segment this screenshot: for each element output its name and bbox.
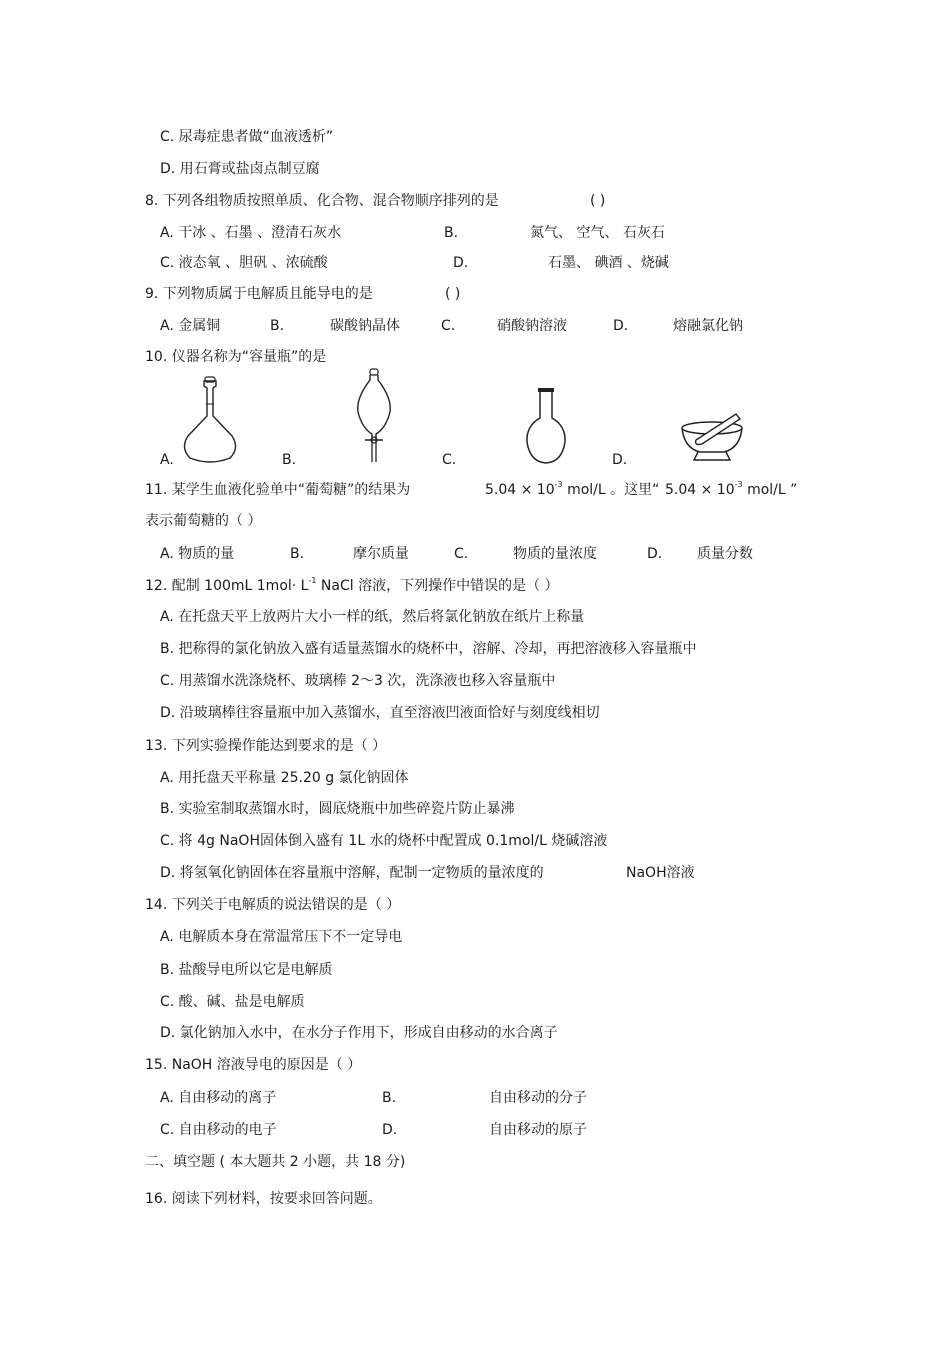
q9-option-b-label: B.	[270, 318, 285, 334]
separatory-funnel-image	[352, 368, 396, 466]
q9-answer-paren: ( )	[445, 286, 461, 302]
section-2-heading: 二、填空题 ( 本大题共 2 小题，共 18 分)	[145, 1154, 406, 1170]
q10-option-d: D.	[612, 452, 628, 468]
q11-option-a: A. 物质的量	[160, 546, 235, 562]
q15-option-d-label: D.	[382, 1122, 398, 1138]
q11-stem-text: 11. 某学生血液化验单中“葡萄糖”的结果为	[145, 482, 411, 498]
q10-option-c: C.	[442, 452, 457, 468]
q11-value-2	[665, 481, 797, 501]
q11-value-1-unit: mol/L 。这里“	[567, 482, 660, 498]
q16-stem: 16. 阅读下列材料，按要求回答问题。	[145, 1191, 382, 1207]
q15-option-a: A. 自由移动的离子	[160, 1090, 277, 1106]
q8-answer-paren: ( )	[590, 193, 606, 209]
q8-stem: 8. 下列各组物质按照单质、化合物、混合物顺序排列的是	[145, 193, 499, 209]
q13-stem: 13. 下列实验操作能达到要求的是（ ）	[145, 738, 387, 754]
q8-option-c: C. 液态氧 、胆矾 、浓硫酸	[160, 255, 328, 271]
q12-stem-part-2: · L	[291, 578, 309, 594]
q11-value-2-unit: mol/L ”	[747, 482, 798, 498]
q14-option-d: D. 氯化钠加入水中，在水分子作用下，形成自由移动的水合离子	[160, 1025, 558, 1041]
q10-option-b: B.	[282, 452, 297, 468]
q15-option-b-label: B.	[382, 1090, 397, 1106]
q12-option-c: C. 用蒸馏水洗涤烧杯、玻璃棒 2～3 次，洗涤液也移入容量瓶中	[160, 673, 556, 689]
q14-option-c: C. 酸、碱、盐是电解质	[160, 994, 305, 1010]
q12-option-d: D. 沿玻璃棒往容量瓶中加入蒸馏水，直至溶液凹液面恰好与刻度线相切	[160, 705, 600, 721]
q12-stem	[145, 577, 559, 597]
q7-option-c: C. 尿毒症患者做“血液透析”	[160, 129, 334, 145]
q13-option-d-tail: NaOH溶液	[626, 865, 695, 881]
q11-value-1-mantissa: 5.04 × 10	[485, 482, 555, 498]
q11-option-d: 质量分数	[697, 546, 753, 562]
q13-option-c: C. 将 4g NaOH固体倒入盛有 1L 水的烧杯中配置成 0.1mol/L 烧碱溶液	[160, 833, 608, 849]
q12-stem-part-1: 12. 配制 100mL 1mol	[145, 578, 292, 594]
q14-option-a: A. 电解质本身在常温常压下不一定导电	[160, 929, 403, 945]
q15-option-c: C. 自由移动的电子	[160, 1122, 277, 1138]
q11-option-b: 摩尔质量	[353, 546, 409, 562]
q11-value-2-exponent: -3	[734, 480, 743, 489]
q8-option-d-label: D.	[453, 255, 469, 271]
q10-stem: 10. 仪器名称为“容量瓶”的是	[145, 349, 327, 365]
q11-option-c: 物质的量浓度	[513, 546, 597, 562]
q9-option-d-label: D.	[613, 318, 629, 334]
q14-option-b: B. 盐酸导电所以它是电解质	[160, 962, 333, 978]
q13-option-b: B. 实验室制取蒸馏水时，圆底烧瓶中加些碎瓷片防止暴沸	[160, 801, 515, 817]
q9-option-d: 熔融氯化钠	[673, 318, 743, 334]
q15-stem: 15. NaOH 溶液导电的原因是（ ）	[145, 1057, 362, 1073]
q9-option-b: 碳酸钠晶体	[330, 318, 400, 334]
q11-option-b-label: B.	[290, 546, 305, 562]
q8-option-d: 石墨、 碘酒 、烧碱	[548, 255, 669, 271]
q12-exponent: -1	[308, 576, 317, 585]
q9-stem: 9. 下列物质属于电解质且能导电的是	[145, 286, 373, 302]
q8-option-a: A. 干冰 、石墨 、澄清石灰水	[160, 225, 342, 241]
q12-option-a: A. 在托盘天平上放两片大小一样的纸，然后将氯化钠放在纸片上称量	[160, 609, 585, 625]
q13-option-a: A. 用托盘天平称量 25.20 g 氯化钠固体	[160, 770, 409, 786]
mortar-and-pestle-image	[678, 412, 750, 466]
q15-option-b: 自由移动的分子	[489, 1090, 587, 1106]
q11-value-2-mantissa: 5.04 × 10	[665, 482, 735, 498]
q11-option-c-label: C.	[454, 546, 469, 562]
q10-option-a: A.	[160, 452, 174, 468]
q8-option-b: 氮气、 空气、 石灰石	[530, 225, 665, 241]
q15-option-d: 自由移动的原子	[489, 1122, 587, 1138]
q9-option-c-label: C.	[441, 318, 456, 334]
q11-value-1-exponent: -3	[554, 480, 563, 489]
q11-value-1	[485, 481, 659, 501]
q7-option-d: D. 用石膏或盐卤点制豆腐	[160, 161, 320, 177]
q11-option-d-label: D.	[647, 546, 663, 562]
q12-option-b: B. 把称得的氯化钠放入盛有适量蒸馏水的烧杯中，溶解、冷却，再把溶液移入容量瓶中	[160, 641, 697, 657]
q12-stem-part-3: NaCl 溶液，下列操作中错误的是（ ）	[320, 578, 559, 594]
q11-stem	[145, 481, 410, 499]
q14-stem: 14. 下列关于电解质的说法错误的是（ ）	[145, 897, 401, 913]
q9-option-c: 硝酸钠溶液	[497, 318, 567, 334]
q9-option-a: A. 金属铜	[160, 318, 221, 334]
q8-option-b-label: B.	[444, 225, 459, 241]
volumetric-flask-image	[180, 376, 240, 464]
q11-stem-continued: 表示葡萄糖的（ ）	[145, 513, 262, 529]
q13-option-d: D. 将氢氧化钠固体在容量瓶中溶解，配制一定物质的量浓度的	[160, 865, 544, 881]
round-bottom-flask-image	[522, 386, 570, 466]
